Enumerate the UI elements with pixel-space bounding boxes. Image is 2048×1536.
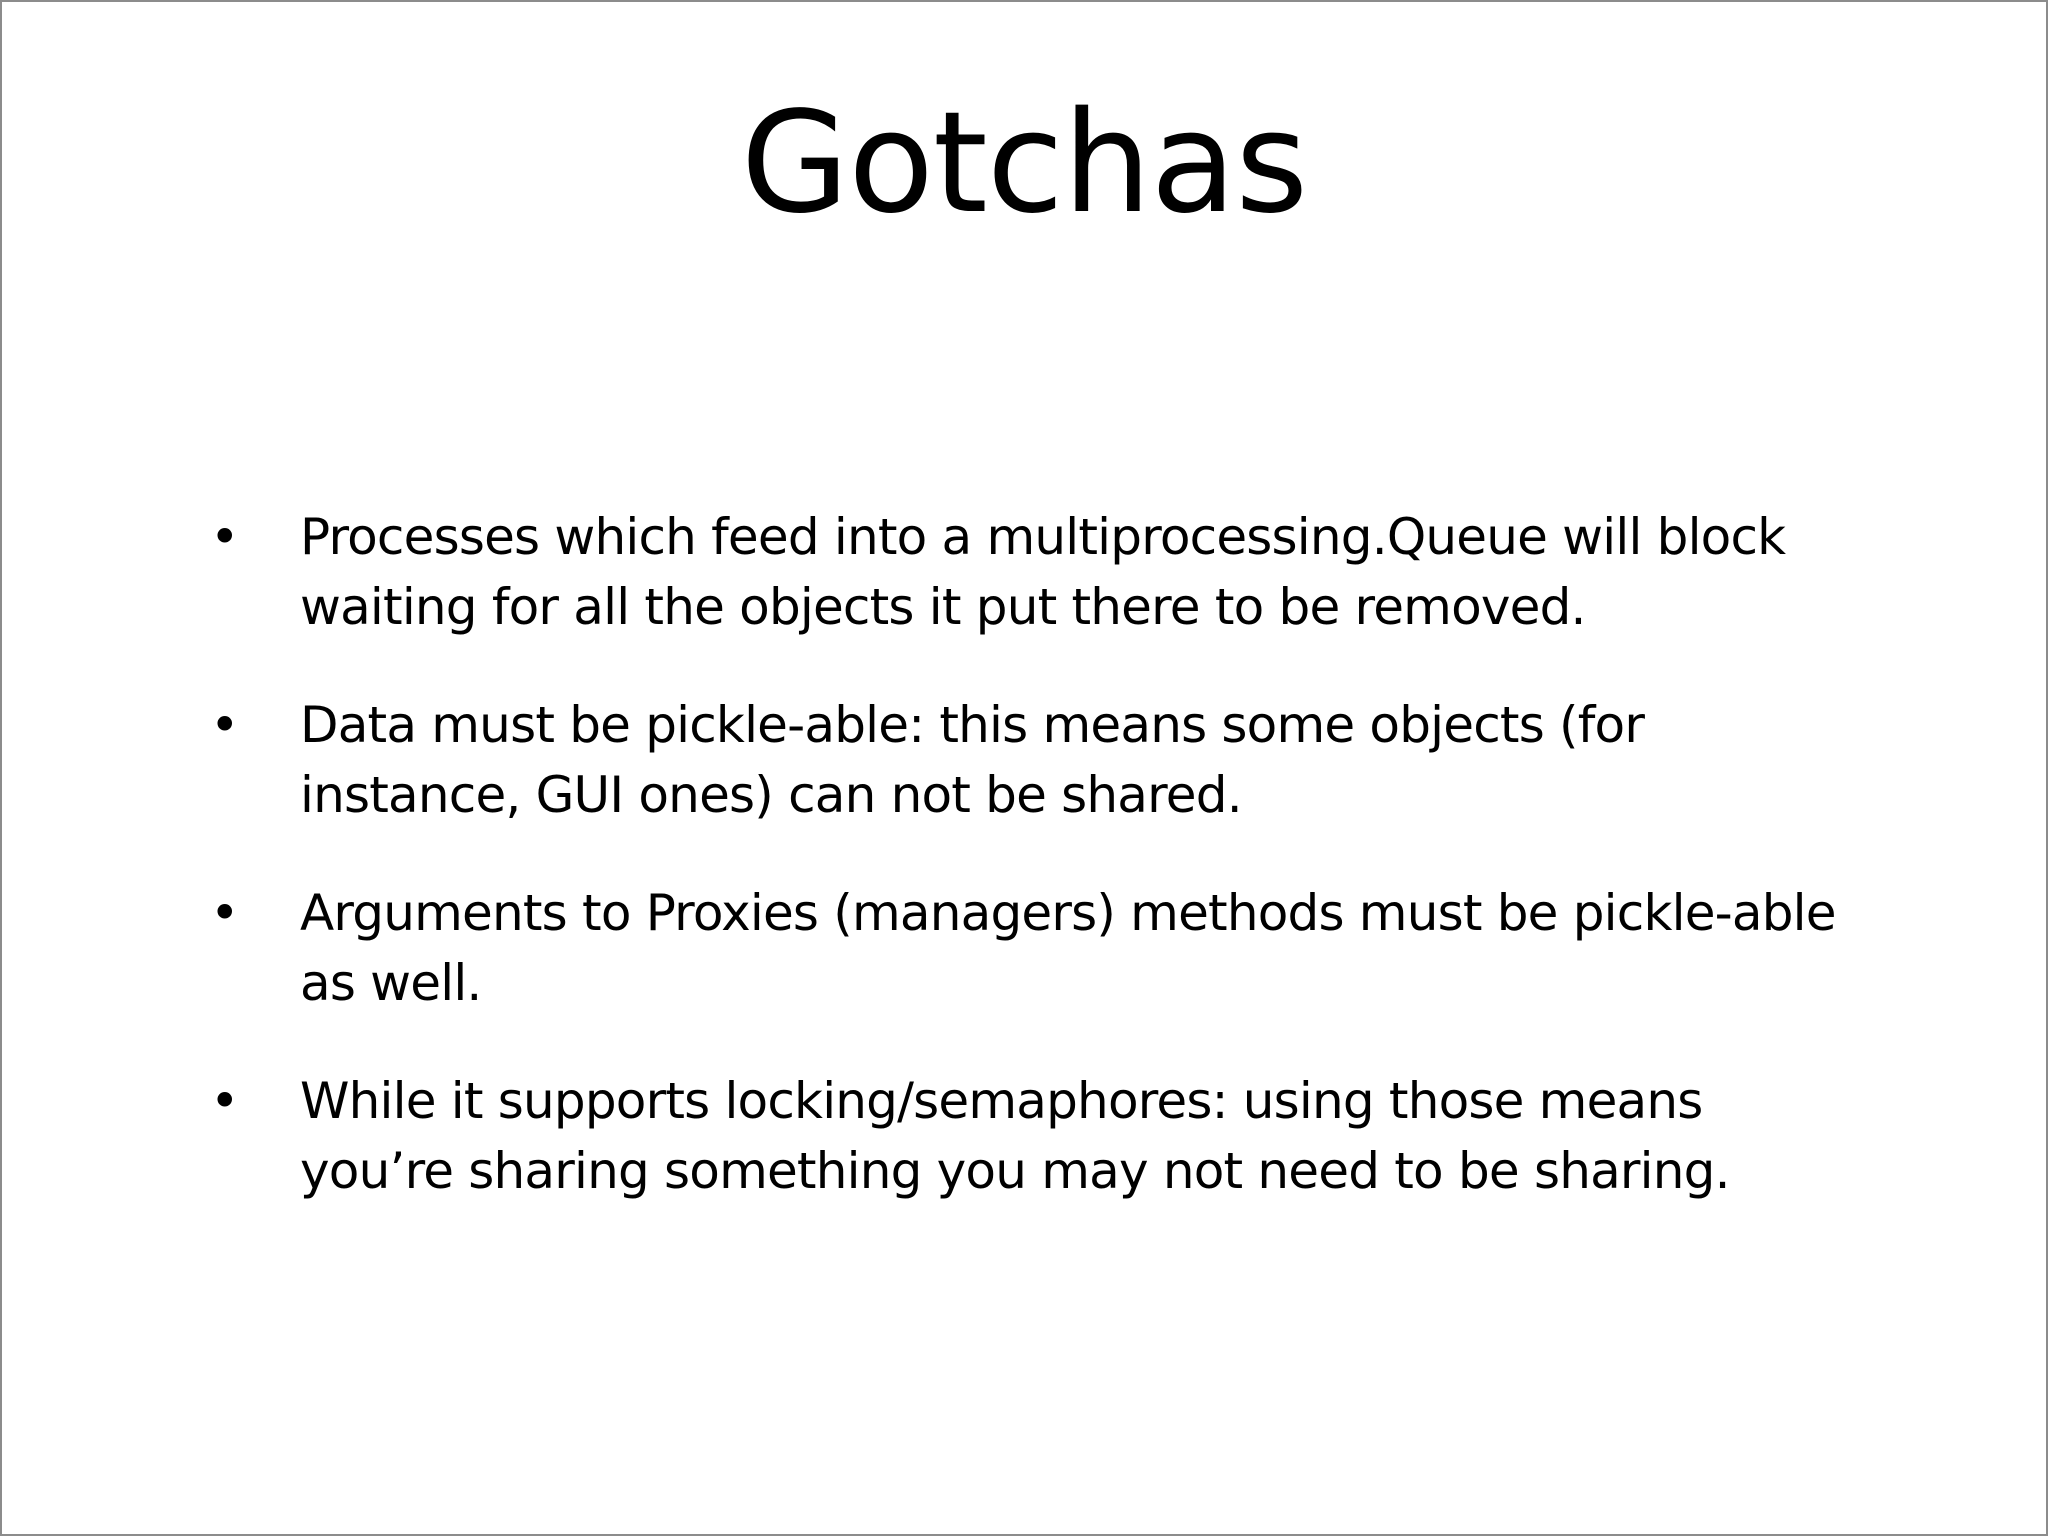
bullet-text: Arguments to Proxies (managers) methods must be pickle-able as well. — [300, 884, 1836, 1012]
bullet-dot-icon: • — [210, 1072, 239, 1130]
bullet-text: Processes which feed into a multiprocessing.Queue will block waiting for all the objects it put there to be removed. — [300, 508, 1786, 636]
bullet-dot-icon: • — [210, 884, 239, 942]
bullet-text: While it supports locking/semaphores: using those means you’re sharing something you may not need to be sharing. — [300, 1072, 1730, 1200]
bullet-item — [202, 878, 1852, 1018]
bullet-item — [202, 690, 1852, 830]
slide-title: Gotchas — [740, 82, 1308, 245]
bullet-text: Data must be pickle-able: this means some objects (for instance, GUI ones) can not be shared. — [300, 696, 1645, 824]
bullet-dot-icon: • — [210, 508, 239, 566]
bullet-item — [202, 502, 1852, 642]
bullet-dot-icon: • — [210, 696, 239, 754]
bullet-list — [202, 502, 1852, 1254]
bullet-item — [202, 1066, 1852, 1206]
